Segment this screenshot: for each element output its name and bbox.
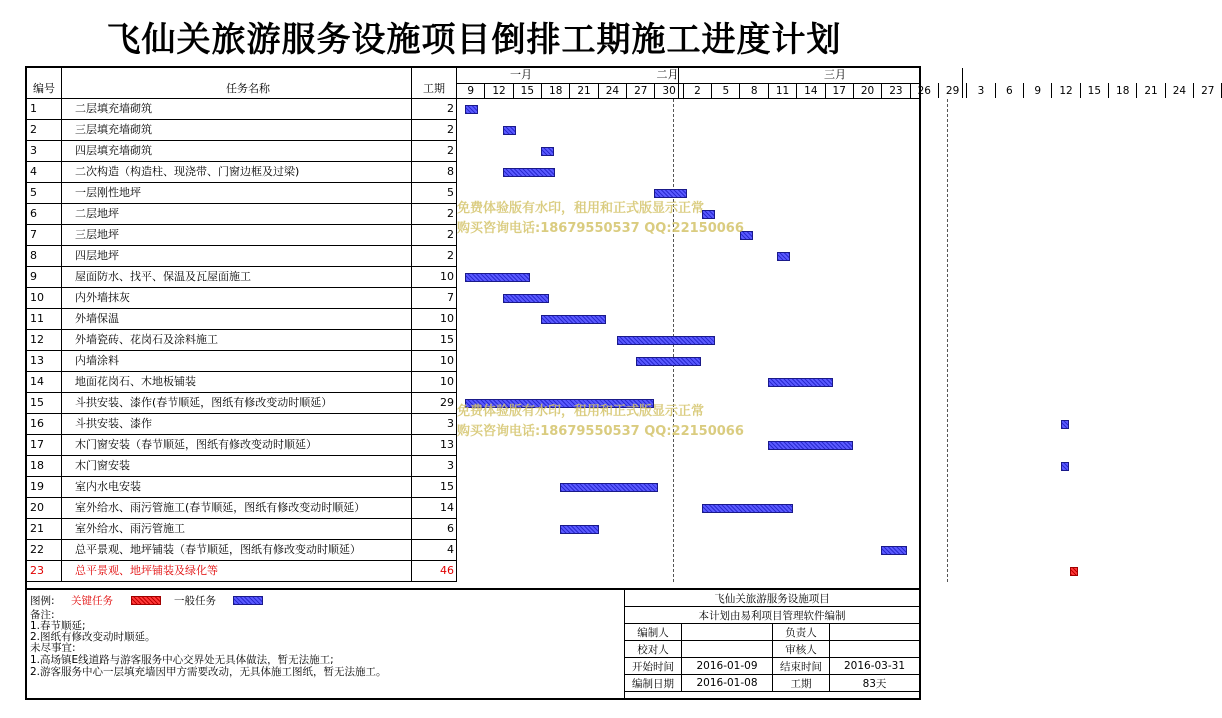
task-name: 二层填充墙砌筑 xyxy=(75,102,152,115)
value-reviewer xyxy=(830,641,920,658)
watermark-text-2b: 购买咨询电话:18679550537 QQ:22150066 xyxy=(457,424,744,439)
task-name: 地面花岗石、木地板铺装 xyxy=(75,375,196,388)
notes-item-1: 1.春节顺延; xyxy=(30,620,86,632)
notes-pending-1: 1.高场镇E线道路与游客服务中心交界处无具体做法，暂无法施工; xyxy=(30,654,334,666)
day-label: 29 xyxy=(945,85,960,97)
month-mar: 三月 xyxy=(824,68,846,81)
day-label: 27 xyxy=(634,85,648,97)
task-no: 17 xyxy=(30,438,44,451)
task-name: 二次构造（构造柱、现浇带、门窗边框及过梁) xyxy=(75,165,300,178)
legend-label: 图例: xyxy=(30,595,55,607)
notes-pending-title: 未尽事宜: xyxy=(30,642,76,654)
task-bar xyxy=(560,525,599,534)
task-no: 1 xyxy=(30,102,37,115)
notes-title: 备注: xyxy=(30,609,55,621)
task-duration: 15 xyxy=(440,480,454,493)
task-bar xyxy=(503,168,555,177)
task-name: 总平景观、地坪铺装（春节顺延，图纸有修改变动时顺延） xyxy=(75,543,361,556)
task-no: 19 xyxy=(30,480,44,493)
task-no: 22 xyxy=(30,543,44,556)
task-name: 内外墙抹灰 xyxy=(75,291,130,304)
task-bar xyxy=(1061,420,1069,429)
task-name: 室内水电安装 xyxy=(75,480,141,493)
task-name: 一层刚性地坪 xyxy=(75,186,141,199)
task-duration: 2 xyxy=(447,249,454,262)
task-no: 5 xyxy=(30,186,37,199)
task-duration: 6 xyxy=(447,522,454,535)
task-no: 7 xyxy=(30,228,37,241)
day-label: 9 xyxy=(467,85,475,97)
task-no: 8 xyxy=(30,249,37,262)
task-no: 21 xyxy=(30,522,44,535)
task-duration: 46 xyxy=(440,564,454,577)
value-duration: 83天 xyxy=(830,675,920,692)
task-no: 13 xyxy=(30,354,44,367)
task-duration: 5 xyxy=(447,186,454,199)
legend-critical-label: 关键任务 xyxy=(71,595,113,607)
task-no: 18 xyxy=(30,459,44,472)
task-bar xyxy=(541,315,606,324)
gantt-frame xyxy=(25,66,1215,700)
value-checker xyxy=(682,641,773,658)
task-no: 11 xyxy=(30,312,44,325)
task-name: 四层填充墙砌筑 xyxy=(75,144,152,157)
task-bar xyxy=(503,126,516,135)
task-duration: 2 xyxy=(447,207,454,220)
task-bar xyxy=(465,105,478,114)
legend-critical-swatch xyxy=(131,596,161,605)
task-bar xyxy=(617,336,715,345)
task-name: 木门窗安装 xyxy=(75,459,130,472)
task-name: 斗拱安装、漆作 xyxy=(75,417,152,430)
label-duration: 工期 xyxy=(773,675,830,692)
critical-task-bar xyxy=(1070,567,1078,576)
day-label: 2 xyxy=(694,85,701,97)
task-bar xyxy=(881,546,907,555)
task-name: 室外给水、雨污管施工(春节顺延，图纸有修改变动时顺延） xyxy=(75,501,366,514)
task-name: 内墙涂料 xyxy=(75,354,119,367)
day-label: 18 xyxy=(549,85,563,97)
label-author: 编制人 xyxy=(625,624,682,641)
day-label: 8 xyxy=(750,85,758,97)
task-duration: 13 xyxy=(440,438,454,451)
task-duration: 10 xyxy=(440,270,454,283)
value-end: 2016-03-31 xyxy=(830,658,920,675)
task-name: 屋面防水、找平、保温及瓦屋面施工 xyxy=(75,270,251,283)
info-software: 本计划由易利项目管理软件编制 xyxy=(625,607,920,624)
task-no: 9 xyxy=(30,270,37,283)
task-bar xyxy=(1061,462,1069,471)
task-duration: 4 xyxy=(447,543,454,556)
task-duration: 2 xyxy=(447,123,454,136)
day-label: 6 xyxy=(1005,85,1013,97)
task-duration: 14 xyxy=(440,501,454,514)
task-name: 斗拱安装、漆作(春节顺延，图纸有修改变动时顺延） xyxy=(75,396,333,409)
info-table xyxy=(624,589,920,692)
task-no: 15 xyxy=(30,396,44,409)
task-bar xyxy=(702,504,793,513)
day-label: 20 xyxy=(860,85,875,97)
label-start: 开始时间 xyxy=(625,658,682,675)
task-no: 20 xyxy=(30,501,44,514)
label-made: 编制日期 xyxy=(625,675,682,692)
task-duration: 15 xyxy=(440,333,454,346)
label-checker: 校对人 xyxy=(625,641,682,658)
header-no: 编号 xyxy=(33,82,55,95)
task-no: 12 xyxy=(30,333,44,346)
task-bar xyxy=(768,378,833,387)
value-author xyxy=(682,624,773,641)
day-label: 27 xyxy=(1201,85,1215,97)
task-bar xyxy=(654,189,687,198)
task-no: 14 xyxy=(30,375,44,388)
page-title: 飞仙关旅游服务设施项目倒排工期施工进度计划 xyxy=(106,20,842,60)
day-label: 14 xyxy=(804,85,818,97)
task-duration: 10 xyxy=(440,312,454,325)
month-feb: 二月 xyxy=(656,68,679,81)
task-name: 外墙瓷砖、花岗石及涂料施工 xyxy=(75,333,218,346)
header-duration: 工期 xyxy=(423,82,445,95)
day-label: 15 xyxy=(1087,85,1102,97)
label-reviewer: 审核人 xyxy=(773,641,830,658)
day-label: 26 xyxy=(917,85,931,97)
task-no: 2 xyxy=(30,123,37,136)
label-owner: 负责人 xyxy=(773,624,830,641)
watermark-text-2a: 免费体验版有水印，租用和正式版显示正常 xyxy=(457,404,705,419)
value-made: 2016-01-08 xyxy=(682,675,773,692)
day-label: 17 xyxy=(832,85,846,97)
day-label: 23 xyxy=(889,85,903,97)
task-duration: 2 xyxy=(447,228,454,241)
watermark-text-1a: 免费体验版有水印，租用和正式版显示正常 xyxy=(457,201,705,216)
task-duration: 10 xyxy=(440,354,454,367)
task-duration: 2 xyxy=(447,144,454,157)
day-label: 24 xyxy=(605,85,620,97)
task-name: 二层地坪 xyxy=(75,207,119,220)
day-label: 5 xyxy=(722,85,730,97)
task-no: 10 xyxy=(30,291,44,304)
task-duration: 7 xyxy=(447,291,454,304)
day-label: 12 xyxy=(492,85,506,97)
task-no: 3 xyxy=(30,144,37,157)
task-duration: 10 xyxy=(440,375,454,388)
header-name: 任务名称 xyxy=(226,82,270,95)
task-duration: 2 xyxy=(447,102,454,115)
value-owner xyxy=(830,624,920,641)
task-bar xyxy=(777,252,790,261)
task-duration: 8 xyxy=(447,165,454,178)
day-label: 21 xyxy=(577,85,591,97)
task-bar xyxy=(503,294,549,303)
task-no: 16 xyxy=(30,417,44,430)
month-jan: 一月 xyxy=(510,68,532,81)
task-bar xyxy=(560,483,658,492)
task-name: 外墙保温 xyxy=(75,312,119,325)
day-label: 24 xyxy=(1172,85,1187,97)
legend-normal-swatch xyxy=(233,596,263,605)
day-label: 12 xyxy=(1059,85,1073,97)
day-label: 11 xyxy=(775,85,790,97)
task-bar xyxy=(768,441,853,450)
watermark-text-1b: 购买咨询电话:18679550537 QQ:22150066 xyxy=(457,221,744,236)
task-no: 6 xyxy=(30,207,37,220)
task-name: 木门窗安装（春节顺延，图纸有修改变动时顺延） xyxy=(75,438,317,451)
notes-item-2: 2.图纸有修改变动时顺延。 xyxy=(30,631,156,643)
day-label: 18 xyxy=(1116,85,1130,97)
notes-pending-2: 2.游客服务中心一层填充墙因甲方需要改动，无具体施工图纸，暂无法施工。 xyxy=(30,666,387,678)
value-start: 2016-01-09 xyxy=(682,658,773,675)
day-label: 3 xyxy=(977,85,985,97)
task-duration: 29 xyxy=(440,396,454,409)
task-name: 室外给水、雨污管施工 xyxy=(75,522,185,535)
day-label: 30 xyxy=(662,85,676,97)
task-bar xyxy=(541,147,554,156)
label-end: 结束时间 xyxy=(773,658,830,675)
task-bar xyxy=(636,357,701,366)
info-project: 飞仙关旅游服务设施项目 xyxy=(625,590,920,607)
task-name: 三层地坪 xyxy=(75,228,119,241)
task-duration: 3 xyxy=(447,459,454,472)
legend-normal-label: 一般任务 xyxy=(174,595,216,607)
task-duration: 3 xyxy=(447,417,454,430)
task-name: 总平景观、地坪铺装及绿化等 xyxy=(75,564,218,577)
day-label: 9 xyxy=(1034,85,1042,97)
task-name: 三层填充墙砌筑 xyxy=(75,123,152,136)
day-label: 15 xyxy=(520,85,535,97)
task-no: 23 xyxy=(30,564,44,577)
task-bar xyxy=(465,273,530,282)
day-label: 21 xyxy=(1144,85,1158,97)
task-name: 四层地坪 xyxy=(75,249,119,262)
task-no: 4 xyxy=(30,165,37,178)
